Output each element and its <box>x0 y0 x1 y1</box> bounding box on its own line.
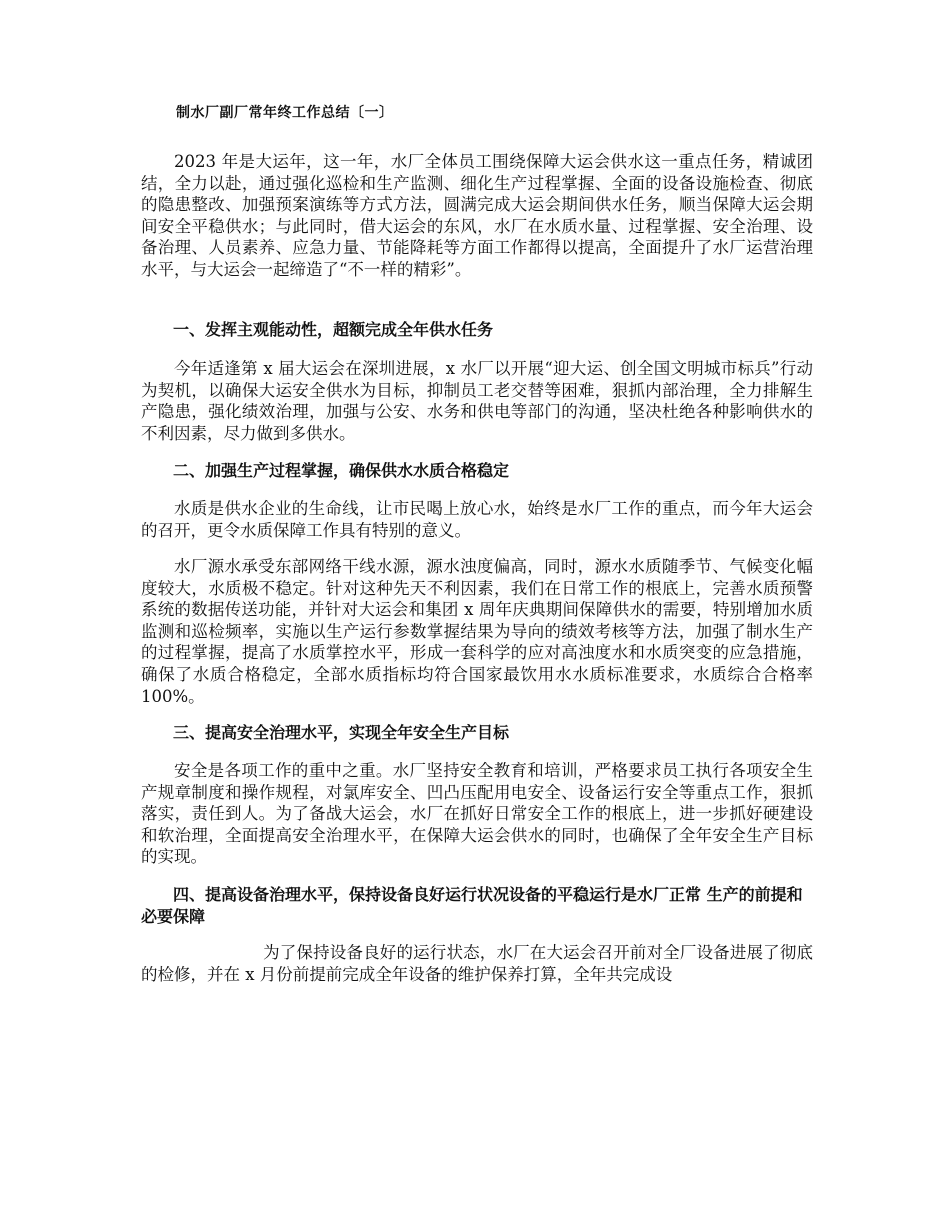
section-3-paragraph-1: 安全是各项工作的重中之重。水厂坚持安全教育和培训，严格要求员工执行各项安全生产规章制度和操作规程，对氯库安全、凹凸压配用电安全、设备运行安全等重点工作，狠抓落实，责任到人。为了备战大运会，水厂在抓好日常安全工作的根底上，进一步抓好硬建设和软治理，全面提高安全治理水平，在保障大运会供水的同时，也确保了全年安全生产目标的实现。 <box>141 761 813 867</box>
section-1-paragraph-1: 今年适逢第 x 届大运会在深圳进展，x 水厂以开展“迎大运、创全国文明城市标兵”行动为契机，以确保大运安全供水为目标，抑制员工老交替等困难，狠抓内部治理，全力排解生产隐患，强化绩效治理，加强与公安、水务和供电等部门的沟通，坚决杜绝各种影响供水的不利因素，尽力做到多供水。 <box>141 359 813 443</box>
intro-paragraph: 2023 年是大运年，这一年，水厂全体员工围绕保障大运会供水这一重点任务，精诚团结，全力以赴，通过强化巡检和生产监测、细化生产过程掌握、全面的设备设施检查、彻底的隐患整改、加强预案演练等方式方法，圆满完成大运会期间供水任务，顺当保障大运会期间安全平稳供水；与此同时，借大运会的东风，水厂在水质水量、过程掌握、安全治理、设备治理、人员素养、应急力量、节能降耗等方面工作都得以提高，全面提升了水厂运营治理水平，与大运会一起缔造了“不一样的精彩”。 <box>141 152 813 279</box>
document-title: 制水厂副厂常年终工作总结〔一〕 <box>176 105 394 121</box>
section-4-paragraph-1: 为了保持设备良好的运行状态，水厂在大运会召开前对全厂设备进展了彻底的检修，并在 x 月份前提前完成全年设备的维护保养打算，全年共完成设 <box>141 943 813 984</box>
section-2-heading: 二、加强生产过程掌握，确保供水水质合格稳定 <box>173 461 510 480</box>
section-1-heading: 一、发挥主观能动性，超额完成全年供水任务 <box>173 320 494 339</box>
section-2-paragraph-2: 水厂源水承受东部网络干线水源，源水浊度偏高，同时，源水水质随季节、气候变化幅度较大，水质极不稳定。针对这种先天不利因素，我们在日常工作的根底上，完善水质预警系统的数据传送功能，并针对大运会和集团 x 周年庆典期间保障供水的需要，特别增加水质监测和巡检频率，实施以生产运行参数掌握结果为导向的绩效考核等方法，加强了制水生产的过程掌握，提高了水质掌控水平，形成一套科学的应对高浊度水和水质突变的应急措施，确保了水质合格稳定，全部水质指标均符合国家最饮用水水质标准要求，水质综合合格率 100%。 <box>141 557 813 706</box>
section-4-heading: 四、提高设备治理水平，保持设备良好运行状况设备的平稳运行是水厂正常 生产的前提和必要保障 <box>141 885 803 926</box>
section-3-heading: 三、提高安全治理水平，实现全年安全生产目标 <box>173 723 510 742</box>
section-2-paragraph-1: 水质是供水企业的生命线，让市民喝上放心水，始终是水厂工作的重点，而今年大运会的召开，更令水质保障工作具有特别的意义。 <box>141 499 813 540</box>
